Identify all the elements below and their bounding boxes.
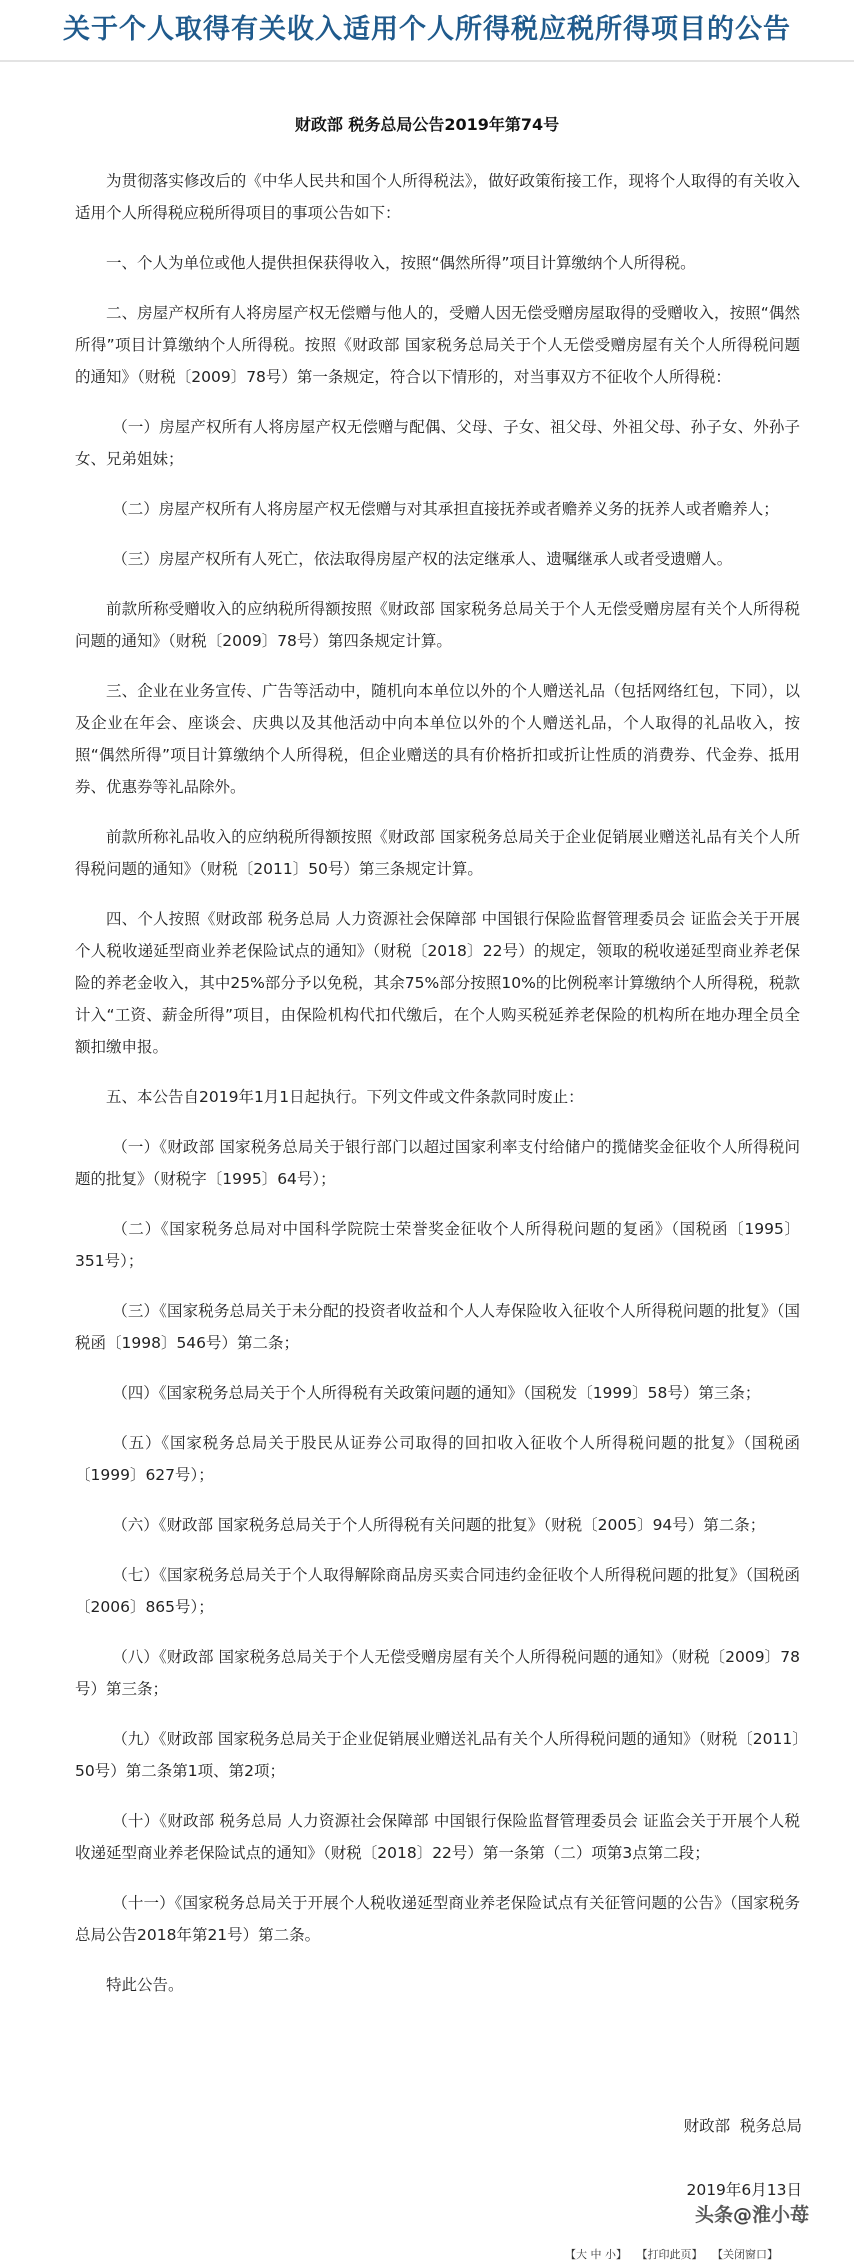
footer-toolbar [565,2246,784,2262]
notice-number: 财政部 税务总局公告2019年第74号 [294,115,560,134]
watermark-author: 淮小苺 [752,2204,810,2226]
announcement-body [75,165,800,2019]
signature-date: 2019年6月13日 [686,2181,802,2199]
font-size-toggle[interactable]: 【大 中 小】 [565,2248,627,2261]
closing-statement: 特此公告。 [106,1976,184,1994]
repealed-item-2: （二）《国家税务总局对中国科学院院士荣誉奖金征收个人所得税问题的复函》（国税函〔1995〕351号）； [75,1220,800,1270]
article-3: 三、企业在业务宣传、广告等活动中，随机向本单位以外的个人赠送礼品（包括网络红包，下同），以及企业在年会、座谈会、庆典以及其他活动中向本单位以外的个人赠送礼品，个人取得的礼品收入，按照“偶然所得”项目计算缴纳个人所得税，但企业赠送的具有价格折扣或折让性质的消费券、代金券、抵用券、优惠券等礼品除外。 [75,682,800,796]
repealed-item-6: （六）《财政部 国家税务总局关于个人所得税有关问题的批复》（财税〔2005〕94号）第二条； [112,1516,766,1534]
article-2: 二、房屋产权所有人将房屋产权无偿赠与他人的，受赠人因无偿受赠房屋取得的受赠收入，按照“偶然所得”项目计算缴纳个人所得税。按照《财政部 国家税务总局关于个人无偿受赠房屋有关个人所得税问题的通知》（财税〔2009〕78号）第一条规定，符合以下情形的，对当事双方不征收个人所得税： [75,304,800,386]
repealed-item-8: （八）《财政部 国家税务总局关于个人无偿受赠房屋有关个人所得税问题的通知》（财税〔2009〕78号）第三条； [75,1648,800,1698]
title-divider [0,60,854,62]
repealed-item-11: （十一）《国家税务总局关于开展个人税收递延型商业养老保险试点有关征管问题的公告》（国家税务总局公告2018年第21号）第二条。 [75,1894,800,1944]
article-5: 五、本公告自2019年1月1日起执行。下列文件或文件条款同时废止： [106,1088,584,1106]
article-3-calculation: 前款所称礼品收入的应纳税所得额按照《财政部 国家税务总局关于企业促销展业赠送礼品有关个人所得税问题的通知》（财税〔2011〕50号）第三条规定计算。 [75,828,800,878]
repealed-item-5: （五）《国家税务总局关于股民从证券公司取得的回扣收入征收个人所得税问题的批复》（国税函〔1999〕627号）； [75,1434,800,1484]
article-2-item-1: （一）房屋产权所有人将房屋产权无偿赠与配偶、父母、子女、祖父母、外祖父母、孙子女、外孙子女、兄弟姐妹； [75,418,800,468]
article-4: 四、个人按照《财政部 税务总局 人力资源社会保障部 中国银行保险监督管理委员会 证监会关于开展个人税收递延型商业养老保险试点的通知》（财税〔2018〕22号）的规定，领取的税收递延型商业养老保险的养老金收入，其中25%部分予以免税，其余75%部分按照10%的比例税率计算缴纳个人所得税，税款计入“工资、薪金所得”项目，由保险机构代扣代缴后，在个人购买税延养老保险的机构所在地办理全员全额扣缴申报。 [75,910,800,1056]
signature-issuer: 财政部 税务总局 [683,2117,802,2135]
watermark-at: @ [733,2204,753,2226]
repealed-item-3: （三）《国家税务总局关于未分配的投资者收益和个人人寿保险收入征收个人所得税问题的批复》（国税函〔1998〕546号）第二条； [75,1302,800,1352]
article-2-calculation: 前款所称受赠收入的应纳税所得额按照《财政部 国家税务总局关于个人无偿受赠房屋有关个人所得税问题的通知》（财税〔2009〕78号）第四条规定计算。 [75,600,800,650]
watermark [695,2200,809,2227]
repealed-item-1: （一）《财政部 国家税务总局关于银行部门以超过国家利率支付给储户的揽储奖金征收个人所得税问题的批复》（财税字〔1995〕64号）； [75,1138,800,1188]
repealed-item-7: （七）《国家税务总局关于个人取得解除商品房买卖合同违约金征收个人所得税问题的批复》（国税函〔2006〕865号）； [75,1566,800,1616]
repealed-item-4: （四）《国家税务总局关于个人所得税有关政策问题的通知》（国税发〔1999〕58号）第三条； [112,1384,761,1402]
watermark-platform: 头条 [695,2204,734,2226]
article-2-item-2: （二）房屋产权所有人将房屋产权无偿赠与对其承担直接抚养或者赡养义务的抚养人或者赡养人； [112,500,779,518]
article-1: 一、个人为单位或他人提供担保获得收入，按照“偶然所得”项目计算缴纳个人所得税。 [106,254,696,272]
print-page-link[interactable]: 【打印此页】 [636,2248,703,2261]
intro-paragraph: 为贯彻落实修改后的《中华人民共和国个人所得税法》，做好政策衔接工作，现将个人取得的有关收入适用个人所得税应税所得项目的事项公告如下： [75,172,800,222]
article-2-item-3: （三）房屋产权所有人死亡，依法取得房屋产权的法定继承人、遗嘱继承人或者受遗赠人。 [112,550,733,568]
repealed-item-10: （十）《财政部 税务总局 人力资源社会保障部 中国银行保险监督管理委员会 证监会关于开展个人税收递延型商业养老保险试点的通知》（财税〔2018〕22号）第一条第（二）项第3点第二段； [75,1812,800,1862]
repealed-item-9: （九）《财政部 国家税务总局关于企业促销展业赠送礼品有关个人所得税问题的通知》（财税〔2011〕50号）第二条第1项、第2项； [75,1730,800,1780]
close-window-link[interactable]: 【关闭窗口】 [712,2248,778,2261]
page-title: 关于个人取得有关收入适用个人所得税应税所得项目的公告 [63,14,791,45]
